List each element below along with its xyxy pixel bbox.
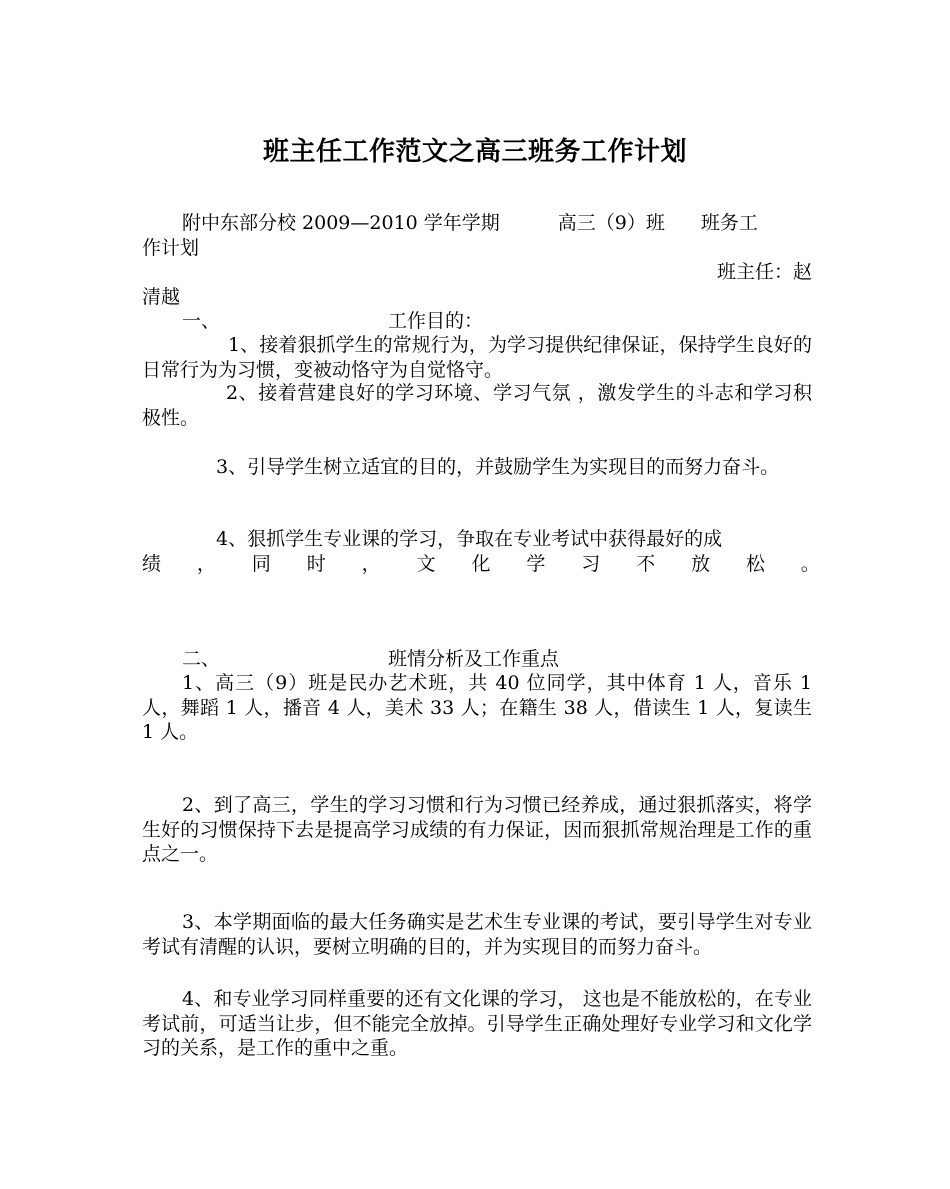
header-line — [142, 211, 812, 236]
section1-item-4-spread: 绩 ， 同 时 ， 文 化 学 习 不 放 松 。 — [142, 552, 820, 575]
document-title: 班主任工作范文之高三班务工作计划 — [262, 137, 687, 167]
section2-number: 二、 — [182, 648, 221, 670]
school-term: 附中东部分校 2009—2010 学年学期 — [182, 212, 500, 234]
section1-item-4: 4、狠抓学生专业课的学习，争取在专业考试中获得最好的成 绩 ， 同 时 ， 文 化 学 习 不 放 松 。 — [142, 528, 820, 575]
section1-item-1: 1、接着狠抓学生的常规行为，为学习提供纪律保证，保持学生良好的日常行为为习惯，变被动恪守为自觉恪守。 — [142, 334, 812, 381]
section2-item-2: 2、到了高三，学生的学习习惯和行为习惯已经养成，通过狠抓落实，将学生好的习惯保持下去是提高学习成绩的有力保证，因而狠抓常规治理是工作的重点之一。 — [142, 794, 812, 865]
class-name: 高三（9）班 — [557, 212, 665, 234]
teacher-name: 清越 — [142, 285, 181, 308]
section2-title: 班情分析及工作重点 — [388, 648, 560, 670]
section1-title: 工作目的： — [388, 310, 484, 332]
section1-item-2: 2、接着营建良好的学习环境、学习气氛 ，激发学生的斗志和学习积极性。 — [142, 382, 812, 429]
section1-item-3: 3、引导学生树立适宜的目的，并鼓励学生为实现目的而努力奋斗。 — [216, 456, 780, 478]
section1-number: 一、 — [182, 310, 221, 332]
section2-item-4: 4、和专业学习同样重要的还有文化课的学习， 这也是不能放松的，在专业考试前，可适当让步，但不能完全放掉。引导学生正确处理好专业学习和文化学习的关系，是工作的重中之重。 — [142, 988, 812, 1059]
plan-label-b: 作计划 — [142, 236, 200, 259]
section1-heading — [142, 309, 812, 334]
header-block — [142, 211, 812, 309]
section2-item-3: 3、本学期面临的最大任务确实是艺术生专业课的考试，要引导学生对专业考试有清醒的认识，要树立明确的目的，并为实现目的而努力奋斗。 — [142, 911, 812, 958]
section2-item-1: 1、高三（9）班是民办艺术班，共 40 位同学，其中体育 1 人，音乐 1 人，舞蹈 1 人，播音 4 人，美术 33 人；在籍生 38 人，借读生 1 人，复读生 1 人。 — [142, 672, 812, 743]
section2-heading — [142, 647, 812, 672]
teacher-label: 班主任：赵 — [716, 261, 812, 283]
plan-label-a: 班务工 — [700, 212, 758, 234]
